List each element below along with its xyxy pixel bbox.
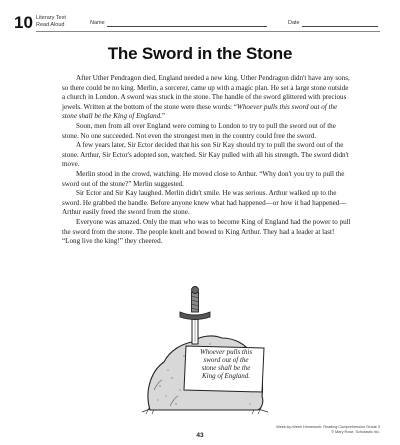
worksheet-number: 10 <box>14 13 33 32</box>
story-paragraph: Merlin stood in the crowd, watching. He moved close to Arthur. “Why don't you try to pull the sword out of the stone?” Merlin suggested. <box>62 169 345 188</box>
section-label-line1: Literary Text <box>36 15 66 21</box>
section-label-line2: Read Aloud <box>36 21 65 28</box>
header-divider <box>36 31 380 32</box>
story-body <box>62 74 352 247</box>
story-paragraph: A few years later, Sir Ector decided that his son Sir Kay should try to pull the sword out of the stone. Arthur, Sir Ector's adopted son, watched. Sir Kay pulled with all his strength. The sword didn't move. <box>62 141 349 169</box>
page-header <box>0 0 400 40</box>
copyright-credit: Week-by-Week Homework: Reading Comprehension Grade 3 © Mary Rose, Scholastic Inc. <box>276 425 380 434</box>
story-title: The Sword in the Stone <box>107 44 293 63</box>
stone-inscription: Whoever pulls this sword out of the stone shall be the King of England. <box>199 348 253 380</box>
date-label: Date <box>288 20 300 26</box>
story-paragraph: Soon, men from all over England were coming to London to try to pull the sword out of the stone. No one succeeded. Not even the strongest men in the country could free the sword. <box>62 121 336 140</box>
story-paragraph: Sir Ector and Sir Kay laughed. Merlin didn't smile. He was serious. Arthur walked up to the sword. He grabbed the handle. Before anyone knew what had happened—or how it had happened—Arthur easily freed the sword from the stone. <box>62 189 347 217</box>
sword-crossguard <box>180 312 210 320</box>
name-field[interactable] <box>107 26 267 27</box>
stone-inscription-quote: Whoever pulls this sword out of the stone shall be the King of England. <box>62 102 338 121</box>
page-number: 43 <box>196 432 204 439</box>
sword-in-stone-illustration <box>140 286 270 420</box>
story-paragraph: After Uther Pendragon died, England needed a new king. Uther Pendragon didn't have any sons, so there could be no king. Merlin, a sorcerer, came up with a magic plan. He set a large stone outside a church in London. A sword was stuck in the stone. The handle of the sword glittered with precious jewels. Written at the bottom of the stone were these words: “Whoever pulls this sword out of the stone shall be the King of England.” <box>62 74 350 121</box>
date-field[interactable] <box>302 26 378 27</box>
name-label: Name <box>90 20 105 26</box>
sword-pommel <box>192 287 199 294</box>
section-label <box>36 15 66 28</box>
story-paragraph: Everyone was amazed. Only the man who was to become King of England had the power to pull the sword from the stone. The people knelt and bowed to King Arthur. They had a leader at last! “Long live the king!” they cheered. <box>62 217 351 246</box>
